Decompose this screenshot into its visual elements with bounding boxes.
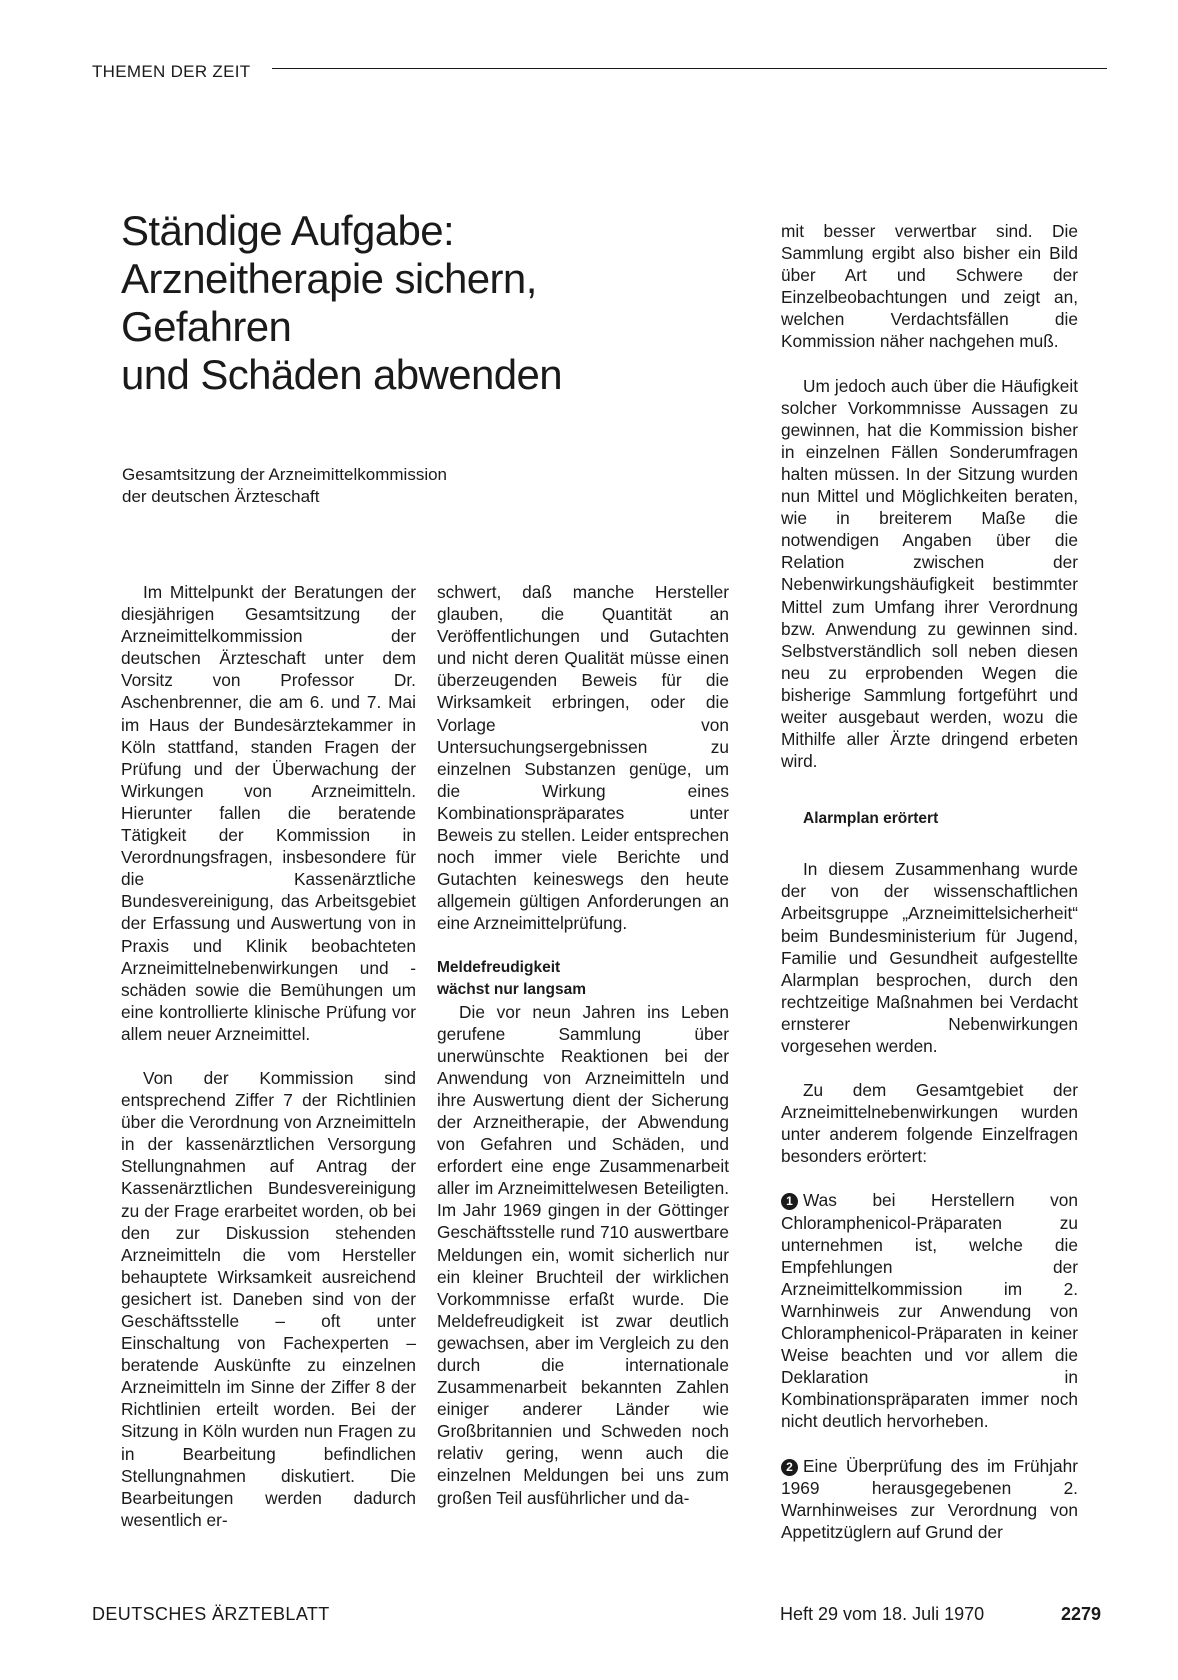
title-line: Arzneitherapie sichern, [121, 255, 537, 302]
column-3 [781, 220, 1078, 1565]
article-subtitle [122, 464, 542, 508]
list-item [781, 1189, 1078, 1432]
number-badge: 2 [781, 1459, 798, 1476]
column-2 [437, 581, 729, 1531]
article-title [121, 207, 681, 399]
paragraph: mit besser verwertbar sind. Die Sammlung ergibt also bisher ein Bild über Art und Schwere der Einzelbeobachtungen und zeigt an, welchen Verdachtsfällen die Kommission näher nachgehen muß. [781, 221, 1078, 352]
paragraph: In diesem Zusammenhang wurde der von der wissenschaftlichen Arbeitsgruppe „Arzneimittelsicherheit“ beim Bundesministerium für Jugend, Familie und Gesundheit aufgestellte Alarmplan besprochen, durch den rechtzeitige Maßnahmen bei Verdacht ernsterer Nebenwirkungen vorgesehen werden. [781, 859, 1078, 1056]
page-header [92, 62, 1107, 88]
title-line: Ständige Aufgabe: [121, 207, 455, 254]
header-rule [272, 68, 1107, 69]
subtitle-line: Gesamtsitzung der Arzneimittelkommission [122, 465, 448, 484]
heading-line: wächst nur langsam [437, 980, 587, 998]
list-item [781, 1455, 1078, 1543]
column-1 [121, 581, 416, 1553]
list-item-text: Was bei Herstellern von Chloramphenicol-Präparaten zu unternehmen ist, welche die Empfehlungen der Arzneimittelkommission im 2. Warnhinweis zur Anwendung von Chloramphenicol-Präparaten in keiner Weise beachten und vor allem die Deklaration in Kombinationspräparaten immer noch nicht deutlich hervorheben. [781, 1190, 1078, 1432]
paragraph: Um jedoch auch über die Häufigkeit solcher Vorkommnisse Aussagen zu gewinnen, hat die Kommission bisher in einzelnen Fällen Sonderumfragen halten müssen. In der Sitzung wurden nun Mittel und Möglichkeiten beraten, wie in breiterem Maße die notwendigen Angaben über die Relation zwischen der Nebenwirkungshäufigkeit bestimmter Mittel zum Umfang ihrer Verordnung bzw. Anwendung zu gewinnen sind. Selbstverständlich soll neben diesen neu zu erprobenden Wegen die bisherige Sammlung fortgeführt und weiter ausgebaut werden, wozu die Mithilfe aller Ärzte dringend erbeten wird. [781, 375, 1078, 772]
journal-name: DEUTSCHES ÄRZTEBLATT [92, 1604, 330, 1624]
paragraph: Im Mittelpunkt der Beratungen der diesjährigen Gesamtsitzung der Arzneimittelkommission der deutschen Ärzteschaft unter dem Vorsitz von Professor Dr. Aschenbrenner, die am 6. und 7. Mai im Haus der Bundesärztekammer in Köln stattfand, standen Fragen der Prüfung und der Überwachung der Wirkungen von Arzneimitteln. Hierunter fallen die beratende Tätigkeit der Kommission in Verordnungsfragen, insbesondere für die Kassenärztliche Bundesvereinigung, das Arbeitsgebiet der Erfassung und Auswertung von in Praxis und Klinik beobachteten Arzneimittelnebenwirkungen und -schäden sowie die Bemühungen um eine kontrollierte klinische Prüfung vor allem neuer Arzneimittel. [121, 582, 416, 1044]
number-badge: 1 [781, 1193, 798, 1210]
list-item-text: Eine Überprüfung des im Frühjahr 1969 herausgegebenen 2. Warnhinweises zur Verordnung von Appetitzüglern auf Grund der [781, 1455, 1078, 1542]
subtitle-line: der deutschen Ärzteschaft [122, 487, 320, 506]
issue-info: Heft 29 vom 18. Juli 1970 [780, 1604, 985, 1624]
section-heading [437, 957, 729, 1001]
paragraph: Zu dem Gesamtgebiet der Arzneimittelnebenwirkungen wurden unter anderem folgende Einzelfragen besonders erörtert: [781, 1080, 1078, 1167]
paragraph: schwert, daß manche Hersteller glauben, die Quantität an Veröffentlichungen und Gutachten und nicht deren Qualität müsse einen überzeugenden Beweis für die Wirksamkeit erbringen, oder die Vorlage von Untersuchungsergebnissen zu einzelnen Substanzen genüge, um die Wirkung eines Kombinationspräparates unter Beweis zu stellen. Leider entsprechen noch immer viele Berichte und Gutachten keineswegs den heute allgemein gültigen Anforderungen an eine Arzneimittelprüfung. [437, 582, 729, 934]
title-line: Gefahren [121, 303, 292, 350]
page-number: 2279 [1061, 1604, 1102, 1624]
paragraph: Die vor neun Jahren ins Leben gerufene Sammlung über unerwünschte Reaktionen bei der Anwendung von Arzneimitteln und ihre Auswertung dient der Sicherung der Arzneitherapie, der Abwendung von Gefahren und Schäden, und erfordert eine enge Zusammenarbeit aller im Arzneimittelwesen Beteiligten. Im Jahr 1969 gingen in der Göttinger Geschäftsstelle rund 710 auswertbare Meldungen ein, womit sicherlich nur ein kleiner Bruchteil der wirklichen Vorkommnisse erfaßt wurde. Die Meldefreudigkeit ist zwar deutlich gewachsen, aber im Vergleich zu den durch die internationale Zusammenarbeit bekannten Zahlen einiger anderer Länder wie Großbritannien und Schweden noch relativ gering, wenn auch die einzelnen Meldungen bei uns zum großen Teil ausführlicher und da- [437, 1001, 729, 1508]
title-line: und Schäden abwenden [121, 351, 563, 398]
paragraph: Von der Kommission sind entsprechend Ziffer 7 der Richtlinien über die Verordnung von Arzneimitteln in der kassenärztlichen Versorgung Stellungnahmen auf Antrag der Kassenärztlichen Bundesvereinigung zu der Frage erarbeitet worden, ob bei den zur Diskussion stehenden Arzneimitteln die vom Hersteller behauptete Wirksamkeit ausreichend gesichert ist. Daneben sind von der Geschäftsstelle – oft unter Einschaltung von Fachexperten – beratende Auskünfte zu einzelnen Arzneimitteln im Sinne der Ziffer 8 der Richtlinien erteilt worden. Bei der Sitzung in Köln wurden nun Fragen zu in Bearbeitung befindlichen Stellungnahmen diskutiert. Die Bearbeitungen werden dadurch wesentlich er- [121, 1067, 416, 1530]
heading-line: Meldefreudigkeit [437, 958, 561, 976]
section-label: THEMEN DER ZEIT [92, 62, 251, 81]
section-heading: Alarmplan erörtert [803, 810, 939, 828]
